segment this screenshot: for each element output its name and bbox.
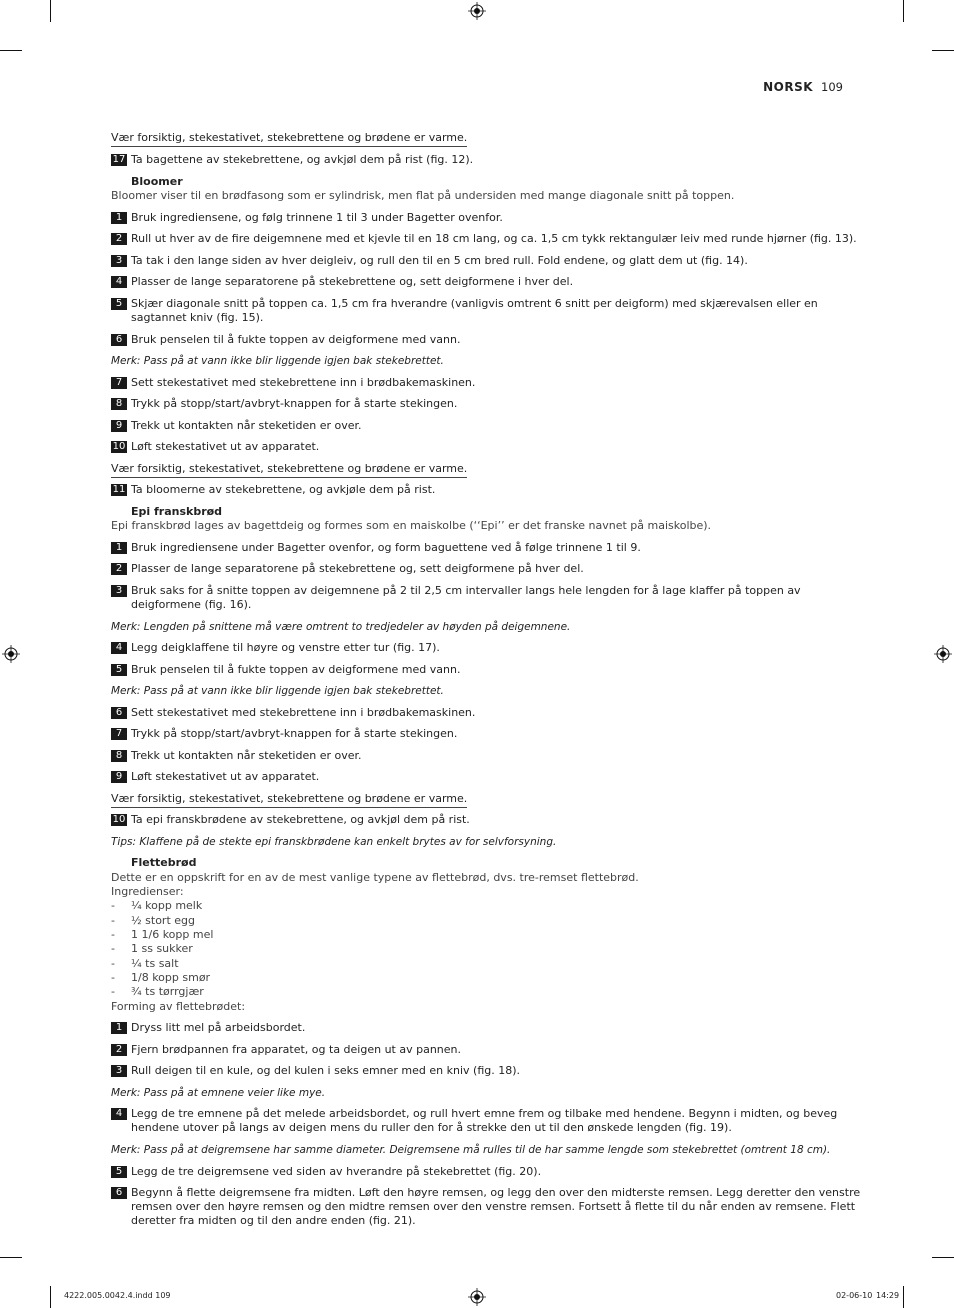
step-2: 2 Rull ut hver av de fire deigemnene med et kjevle til en 18 cm lang, og ca. 1,5 cm tykk rektangulær leiv med runde hjørner (fig. 13). (111, 232, 866, 246)
note-text: Merk: Pass på at vann ikke blir liggende igjen bak stekebrettet. (111, 685, 444, 697)
page-number: 109 (821, 80, 843, 94)
step-6: 6 Bruk penselen til å fukte toppen av deigformene med vann. (111, 333, 866, 347)
step-3: 3 Bruk saks for å snitte toppen av deigemnene på 2 til 2,5 cm intervaller langs hele lengden for å lage klaffer på toppen av deigformene (fig. 16). (111, 584, 866, 612)
step-4: 4 Legg de tre emnene på det melede arbeidsbordet, og rull hvert emne frem og tilbake med hendene. Begynn i midten, og beveg hendene utover på langs av deigen mens du ruller den for å strekke den ut til den ønskede lengden (fig. 19). (111, 1107, 866, 1135)
list-item: - ¼ ts salt (111, 957, 179, 970)
list-item: - 1 ss sukker (111, 942, 193, 955)
forming-label: Forming av flettebrødet: (111, 1000, 246, 1013)
step-6: 6 Sett stekestativet med stekebrettene inn i brødbakemaskinen. (111, 706, 866, 720)
step-6: 6 Begynn å flette deigremsene fra midten. Løft den høyre remsen, og legg den over den midterste remsen. Legg deretter den venstre remsen over den høyre remsen og den midtre remsen over den venstre remsen. Fortsett å flette til du når enden av remsene. Flett deretter fra midten og til den andre enden (fig. 21). (111, 1186, 866, 1228)
step-3: 3 Rull deigen til en kule, og del kulen i seks emner med en kniv (fig. 18). (111, 1064, 866, 1078)
step-2: 2 Plasser de lange separatorene på stekebrettene og, sett deigformene på hver del. (111, 562, 866, 576)
step-7: 7 Sett stekestativet med stekebrettene inn i brødbakemaskinen. (111, 376, 866, 390)
step-3: 3 Ta tak i den lange siden av hver deigleiv, og rull den til en 5 cm bred rull. Fold endene, og glatt dem ut (fig. 14). (111, 254, 866, 268)
page-header (763, 80, 843, 94)
step-4: 4 Legg deigklaffene til høyre og venstre etter tur (fig. 17). (111, 641, 866, 655)
step-8: 8 Trykk på stopp/start/avbryt-knappen for å starte stekingen. (111, 397, 866, 411)
note-text: Merk: Pass på at deigremsene har samme diameter. Deigremsene må rulles til de har samme lengde som stekebrettet (omtrent 18 cm). (111, 1144, 831, 1156)
footer-time: 14:29 (876, 1291, 900, 1300)
language-label: NORSK (763, 80, 814, 94)
section-description: Epi franskbrød lages av bagettdeig og formes som en maiskolbe (‘‘Epi’’ er det franske navnet på maiskolbe). (111, 519, 712, 532)
step-17: 17 Ta bagettene av stekebrettene, og avkjøl dem på rist (fig. 12). (112, 153, 474, 166)
crop-mark (903, 0, 904, 22)
step-5: 5 Legg de tre deigremsene ved siden av hverandre på stekebrettet (fig. 20). (111, 1165, 866, 1179)
step-5: 5 Skjær diagonale snitt på toppen ca. 1,5 cm fra hverandre (vanligvis omtrent 6 snitt per deigform) med skjærevalsen eller en sagtannet kniv (fig. 15). (111, 297, 866, 325)
registration-mark-icon (934, 645, 952, 663)
step-10: 10 Ta epi franskbrødene av stekebrettene, og avkjøl dem på rist. (112, 813, 470, 826)
section-heading-flettebrod: Flettebrød (131, 856, 197, 869)
crop-mark (0, 1257, 22, 1258)
section-heading-epi: Epi franskbrød (131, 505, 223, 518)
crop-mark (50, 0, 51, 22)
note-text: Merk: Pass på at emnene veier like mye. (111, 1087, 326, 1099)
crop-mark (932, 1257, 954, 1258)
crop-mark (903, 1286, 904, 1308)
step-1: 1 Dryss litt mel på arbeidsbordet. (111, 1021, 866, 1035)
list-item: - 1/8 kopp smør (111, 971, 211, 984)
list-item: - ½ stort egg (111, 914, 195, 927)
footer-file-label: 4222.005.0042.4.indd 109 (64, 1291, 171, 1300)
section-description: Dette er en oppskrift for en av de mest vanlige typene av flettebrød, dvs. tre-remset flettebrød. (111, 871, 639, 884)
registration-mark-icon (468, 2, 486, 20)
section-heading-bloomer: Bloomer (131, 175, 183, 188)
step-2: 2 Fjern brødpannen fra apparatet, og ta deigen ut av pannen. (111, 1043, 866, 1057)
ingredients-label: Ingredienser: (111, 885, 184, 898)
tips-text: Tips: Klaffene på de stekte epi franskbrødene kan enkelt brytes av for selvforsyning. (111, 836, 557, 848)
step-9: 9 Løft stekestativet ut av apparatet. (111, 770, 866, 784)
step-5: 5 Bruk penselen til å fukte toppen av deigformene med vann. (111, 663, 866, 677)
step-11: 11 Ta bloomerne av stekebrettene, og avkjøle dem på rist. (112, 483, 436, 496)
step-1: 1 Bruk ingrediensene, og følg trinnene 1 til 3 under Bagetter ovenfor. (111, 211, 866, 225)
step-9: 9 Trekk ut kontakten når steketiden er over. (111, 419, 866, 433)
section-description: Bloomer viser til en brødfasong som er sylindrisk, men flat på undersiden med mange diagonale snitt på toppen. (111, 189, 735, 202)
list-item: - ¾ ts tørrgjær (111, 985, 204, 998)
footer-date: 02-06-10 (836, 1291, 873, 1300)
step-8: 8 Trekk ut kontakten når steketiden er over. (111, 749, 866, 763)
registration-mark-icon (2, 645, 20, 663)
list-item: - 1 1/6 kopp mel (111, 928, 214, 941)
warning-text: Vær forsiktig, stekestativet, stekebrettene og brødene er varme. (111, 792, 846, 808)
note-text: Merk: Lengden på snittene må være omtrent to tredjedeler av høyden på deigemnene. (111, 621, 571, 633)
step-7: 7 Trykk på stopp/start/avbryt-knappen for å starte stekingen. (111, 727, 866, 741)
step-4: 4 Plasser de lange separatorene på stekebrettene og, sett deigformene i hver del. (111, 275, 866, 289)
warning-text: Vær forsiktig, stekestativet, stekebrettene og brødene er varme. (111, 131, 846, 147)
registration-mark-icon (468, 1288, 486, 1306)
step-1: 1 Bruk ingrediensene under Bagetter ovenfor, og form baguettene ved å følge trinnene 1 til 9. (111, 541, 866, 555)
step-10: 10 Løft stekestativet ut av apparatet. (112, 440, 320, 453)
crop-mark (0, 50, 22, 51)
crop-mark (932, 50, 954, 51)
crop-mark (50, 1286, 51, 1308)
note-text: Merk: Pass på at vann ikke blir liggende igjen bak stekebrettet. (111, 355, 444, 367)
warning-text: Vær forsiktig, stekestativet, stekebrettene og brødene er varme. (111, 462, 846, 478)
list-item: - ¼ kopp melk (111, 899, 203, 912)
